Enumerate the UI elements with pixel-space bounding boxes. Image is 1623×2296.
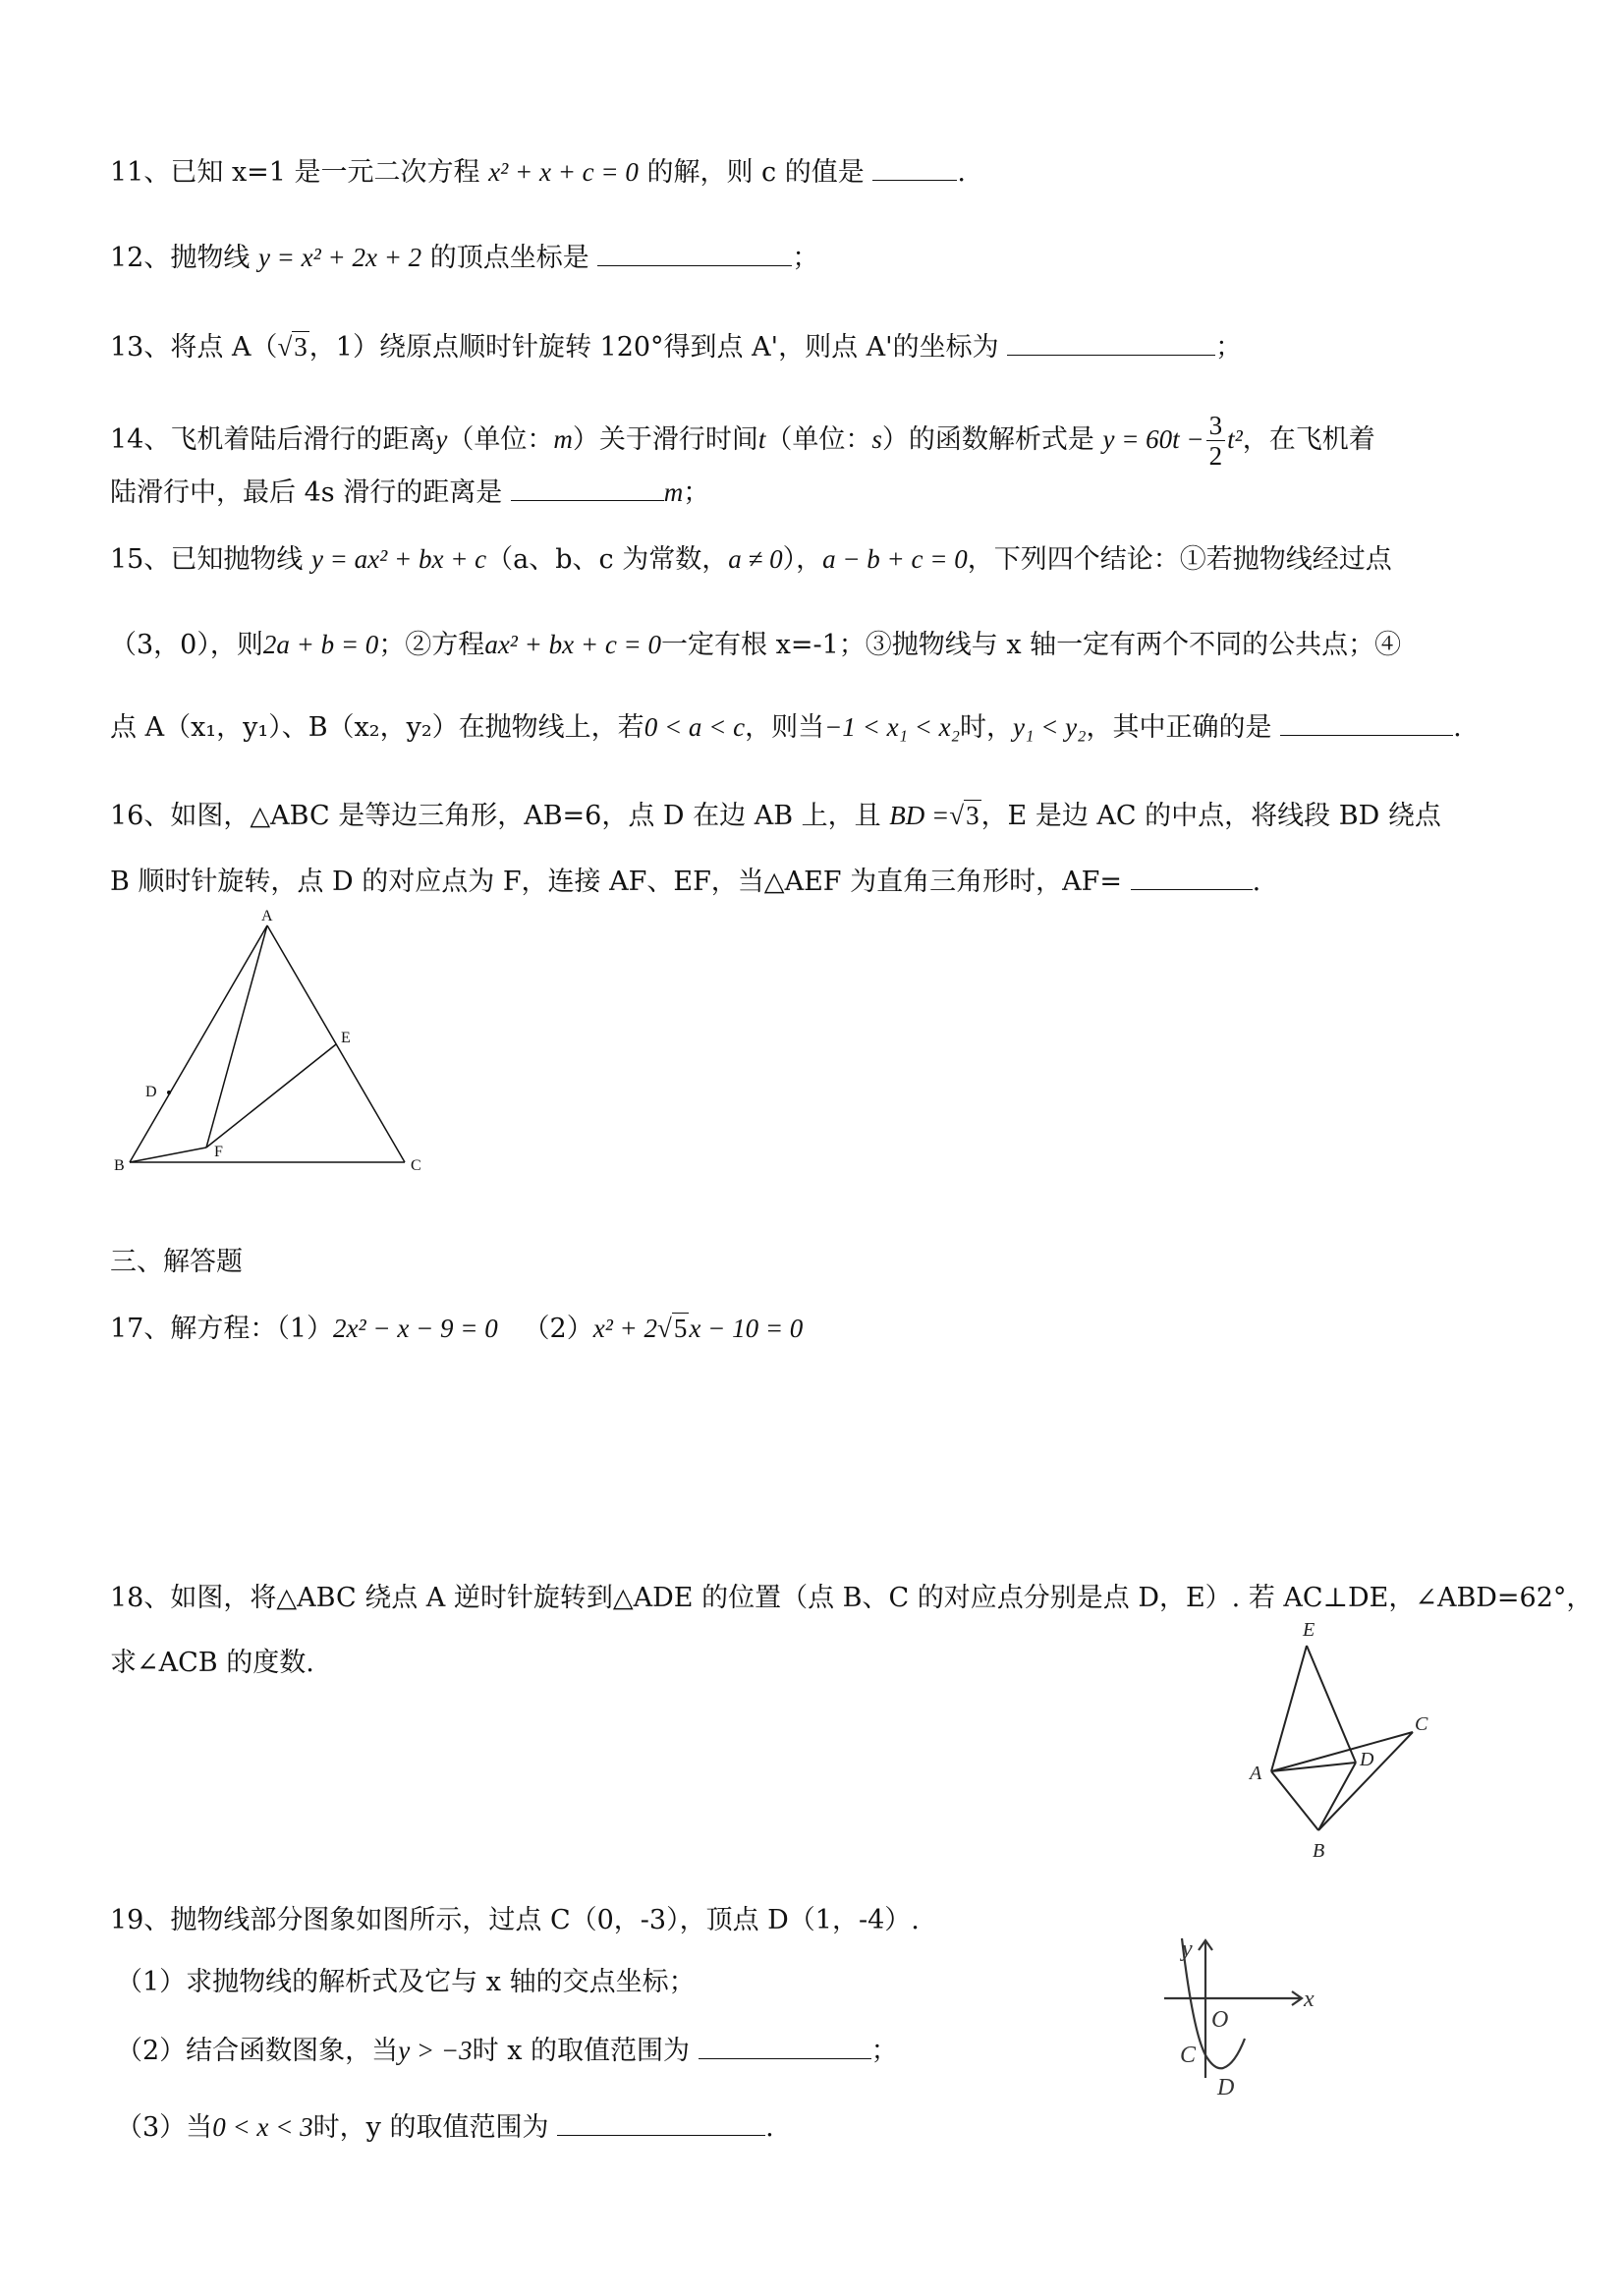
label-y: y bbox=[1182, 1936, 1193, 1962]
answer-blank[interactable] bbox=[511, 473, 664, 501]
segment-bf bbox=[130, 1148, 206, 1162]
segment-ac bbox=[267, 925, 405, 1162]
label-o: O bbox=[1211, 2007, 1229, 2033]
question-19-part-3: （3）当0 < x < 3时，y 的取值范围为 . bbox=[116, 2107, 774, 2148]
question-16-line-2: B 顺时针旋转，点 D 的对应点为 F，连接 AF、EF，当△AEF 为直角三角形时，AF= . bbox=[110, 862, 1260, 902]
question-15-line-1: 15、已知抛物线 y = ax² + bx + c（a、b、c 为常数，a ≠ 0），a − b + c = 0，下列四个结论：①若抛物线经过点 bbox=[110, 544, 1392, 575]
label-d: D bbox=[1217, 2075, 1235, 2100]
answer-blank[interactable] bbox=[872, 152, 957, 181]
question-12: 12、抛物线 y = x² + 2x + 2 的顶点坐标是 ； bbox=[110, 238, 818, 278]
label-c: C bbox=[411, 1157, 421, 1174]
question-19-part-1: （1）求抛物线的解析式及它与 x 轴的交点坐标； bbox=[116, 1967, 696, 1997]
segment-af bbox=[206, 925, 267, 1148]
answer-blank[interactable] bbox=[597, 238, 792, 266]
segment-ac bbox=[1271, 1732, 1413, 1771]
answer-blank[interactable] bbox=[1280, 707, 1453, 736]
segment-ab bbox=[1271, 1771, 1318, 1830]
q12-equation: y = x² + 2x + 2 bbox=[257, 243, 422, 272]
question-15-line-2: （3，0），则2a + b = 0；②方程ax² + bx + c = 0一定有根 x=-1；③抛物线与 x 轴一定有两个不同的公共点；④ bbox=[110, 630, 1402, 660]
q11-equation: x² + x + c = 0 bbox=[488, 157, 639, 187]
label-e: E bbox=[341, 1030, 351, 1046]
label-f: F bbox=[214, 1144, 223, 1160]
question-15-line-3: 点 A（x₁，y₁）、B（x₂，y₂）在抛物线上，若0 < a < c，则当−1 < x₁ < x₂时，y₁ < y₂，其中正确的是 . bbox=[110, 707, 1462, 748]
sqrt-3: 3 bbox=[294, 332, 308, 362]
question-11: 11、已知 x=1 是一元二次方程 x² + x + c = 0 的解，则 c 的值是 . bbox=[110, 152, 966, 193]
answer-blank[interactable] bbox=[557, 2107, 765, 2136]
label-x: x bbox=[1304, 1987, 1315, 2012]
q17-equation-2: x² + 2 bbox=[592, 1314, 658, 1343]
question-14-line-2: 陆滑行中，最后 4s 滑行的距离是 m； bbox=[110, 473, 709, 513]
fraction-3-2: $\frac{3}{2}$ bbox=[1206, 411, 1226, 471]
question-19-line-1: 19、抛物线部分图象如图所示，过点 C（0，-3），顶点 D（1，-4）. bbox=[110, 1905, 920, 1935]
answer-blank[interactable] bbox=[1131, 862, 1253, 890]
question-13: 13、将点 A（√3，1）绕原点顺时针旋转 120°得到点 A'，则点 A'的坐标为 ； bbox=[110, 327, 1242, 367]
label-d: D bbox=[1360, 1749, 1374, 1770]
q14-equation: y = 60t − bbox=[1102, 424, 1204, 454]
question-18-line-1: 18、如图，将△ABC 绕点 A 逆时针旋转到△ADE 的位置（点 B、C 的对应点分别是点 D，E）. 若 AC⊥DE，∠ABD=62°， bbox=[110, 1583, 1594, 1613]
point-d bbox=[167, 1091, 171, 1094]
label-b: B bbox=[1313, 1840, 1325, 1862]
label-a: A bbox=[261, 908, 273, 924]
question-19-part-2: （2）结合函数图象，当y > −3时 x 的取值范围为 ； bbox=[116, 2031, 898, 2071]
label-d: D bbox=[145, 1084, 157, 1100]
rotation-figure-q18 bbox=[1238, 1616, 1454, 1862]
label-c: C bbox=[1180, 2043, 1197, 2068]
question-18-line-2: 求∠ACB 的度数. bbox=[110, 1648, 314, 1678]
label-b: B bbox=[114, 1157, 125, 1174]
question-16-line-1: 16、如图，△ABC 是等边三角形，AB=6，点 D 在边 AB 上，且 BD =√3，E 是边 AC 的中点，将线段 BD 绕点 bbox=[110, 801, 1441, 831]
answer-blank[interactable] bbox=[1007, 327, 1215, 356]
q17-equation-1: 2x² − x − 9 = 0 bbox=[333, 1314, 498, 1343]
segment-ed bbox=[1307, 1646, 1356, 1763]
label-a: A bbox=[1250, 1763, 1262, 1784]
triangle-figure-q16 bbox=[108, 899, 432, 1184]
section-heading: 三、解答题 bbox=[110, 1247, 243, 1277]
segment-ef bbox=[206, 1044, 336, 1148]
question-14-line-1: 14、飞机着陆后滑行的距离y（单位：m）关于滑行时间t（单位：s）的函数解析式是 y = 60t − $\frac{3}{2}$ t²，在飞机着 bbox=[110, 411, 1375, 471]
parabola-figure-q19 bbox=[1154, 1931, 1351, 2107]
label-c: C bbox=[1415, 1713, 1428, 1735]
label-e: E bbox=[1303, 1619, 1315, 1641]
answer-blank[interactable] bbox=[699, 2031, 871, 2059]
segment-bc bbox=[1318, 1732, 1413, 1830]
segment-ae bbox=[1271, 1646, 1307, 1771]
question-17: 17、解方程：（1）2x² − x − 9 = 0 （2）x² + 2√5x − 10 = 0 bbox=[110, 1314, 804, 1344]
segment-ab bbox=[130, 925, 267, 1162]
